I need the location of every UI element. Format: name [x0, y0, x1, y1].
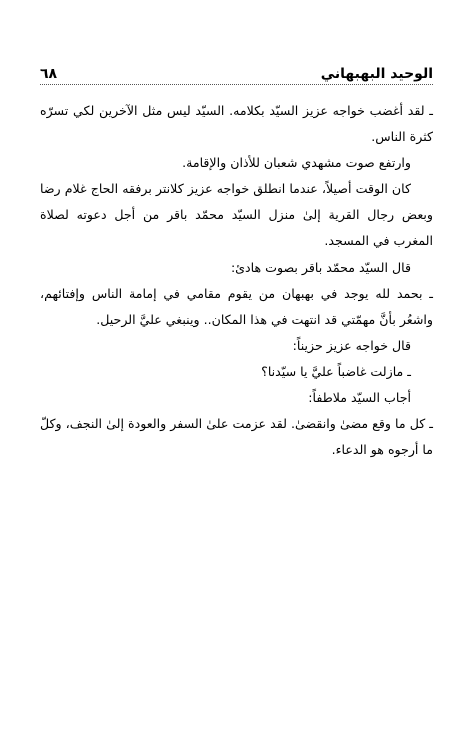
paragraph: أجاب السيّد ملاطفاً: — [308, 390, 411, 406]
page-header — [40, 62, 433, 85]
paragraph: قال خواجه عزيز حزيناً: — [292, 337, 411, 353]
paragraph: ـ كل ما وقع مضىٰ وانقضىٰ. لقد عزمت علىٰ السفر والعودة إلىٰ النجف، وكلّ ما أرجوه هو الدعاء. — [40, 416, 433, 458]
body-text — [40, 98, 433, 463]
book-page — [40, 62, 433, 463]
paragraph: كان الوقت أصيلاً، عندما انطلق خواجه عزيز كلانتر برفقه الحاج غلام رضا وبعض رجال القرية إلىٰ منزل السيّد محمّد باقر من أجل دعوته لصلاة المغرب في المسجد. — [40, 181, 433, 249]
paragraph: ـ مازلت غاضباً عليَّ يا سيّدنا؟ — [261, 363, 411, 379]
page-number: ٦٨ — [40, 66, 58, 82]
paragraph: قال السيّد محمّد باقر بصوت هادئ: — [230, 259, 411, 275]
paragraph: ـ لقد أغضب خواجه عزيز السيّد بكلامه. السيّد ليس مثل الآخرين لكي تسرّه كثرة الناس. — [40, 103, 433, 145]
running-title: الوحيد البهبهاني — [320, 66, 433, 82]
paragraph: ـ بحمد لله يوجد في بهبهان من يقوم مقامي في إمامة الناس وإفتائهم، واشعُر بأنَّ مهمّتي قد انتهت في هذا المكان.. وينبغي عليَّ الرحيل. — [40, 285, 433, 327]
paragraph: وارتفع صوت مشهدي شعبان للأذان والإقامة. — [182, 155, 411, 171]
